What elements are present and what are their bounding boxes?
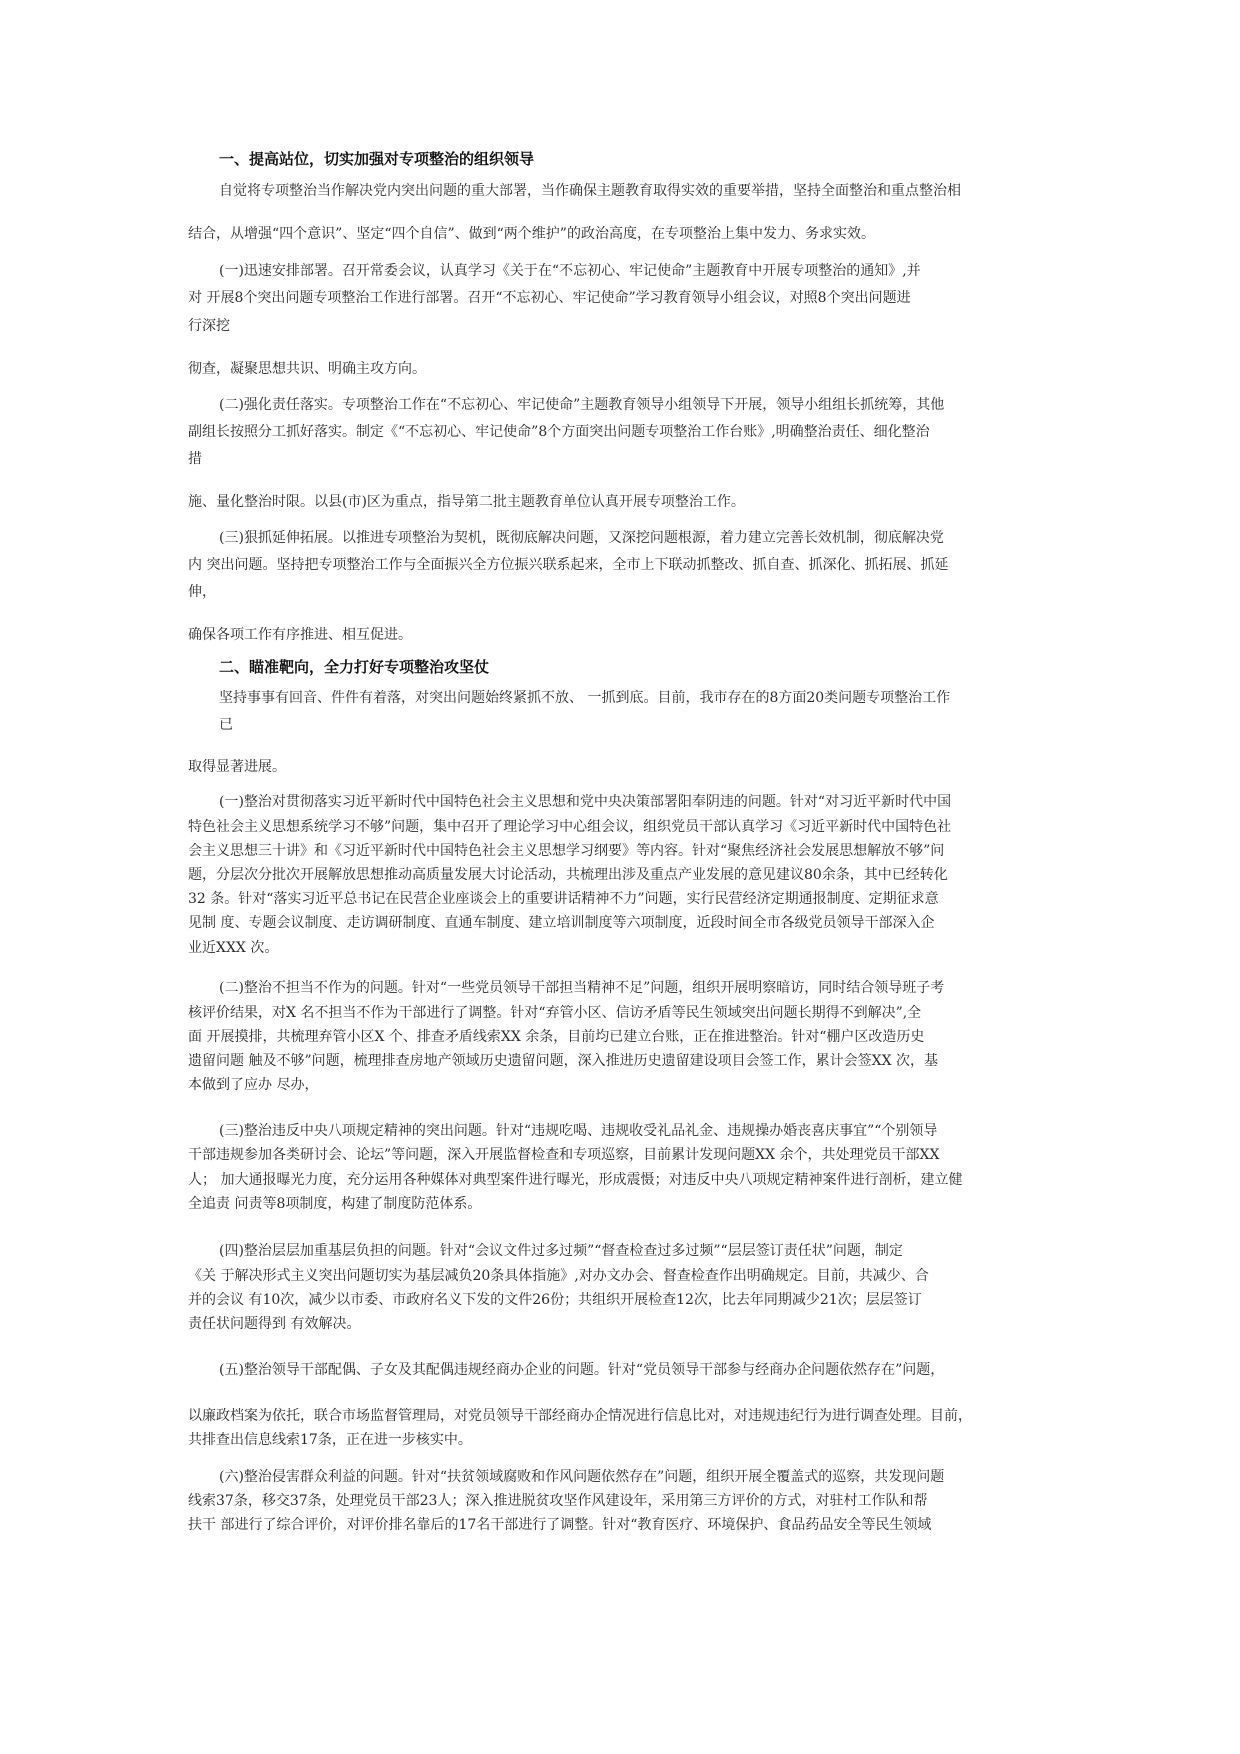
paragraph-line: 行深挖 — [188, 318, 230, 334]
paragraph-line: 线索37条，移交37条，处理党员干部23人；深入推进脱贫攻坚作风建设年，采用第三方评价的方式，对驻村工作队和帮 — [188, 1493, 928, 1509]
paragraph-line: 彻查，凝聚思想共识、明确主攻方向。 — [188, 361, 426, 377]
paragraph-line: (一)迅速安排部署。召开常委会议，认真学习《关于在“不忘初心、牢记使命”主题教育中开展专项整治的通知》,并 — [219, 263, 921, 279]
paragraph-line: 副组长按照分工抓好落实。制定《“不忘初心、牢记使命”8个方面突出问题专项整治工作台账》,明确整治责任、细化整治 — [188, 424, 930, 440]
paragraph-line: 对 开展8个突出问题专项整治工作进行部署。召开“不忘初心、牢记使命”学习教育领导小组会议，对照8个突出问题进 — [188, 290, 911, 306]
section-heading-1: 一、提高站位，切实加强对专项整治的组织领导 — [219, 150, 535, 168]
paragraph-line: 《关 于解决形式主义突出问题切实为基层减负20条具体指施》,对办文办会、督查检查作出明确规定。目前，共减少、合 — [188, 1268, 929, 1284]
paragraph-line: 内 突出问题。坚持把专项整治工作与全面振兴全方位振兴联系起来，全市上下联动抓整改、抓自查、抓深化、抓拓展、抓延 — [188, 557, 949, 573]
paragraph-line: 确保各项工作有序推进、相互促进。 — [188, 627, 412, 643]
paragraph-line: 结合，从增强“四个意识”、坚定“四个自信”、做到“两个维护”的政治高度，在专项整治上集中发力、务求实效。 — [188, 226, 875, 242]
paragraph-line: 人； 加大通报曝光力度，充分运用各种媒体对典型案件进行曝光，形成震慑；对违反中央八项规定精神案件进行剖析，建立健 — [188, 1172, 963, 1188]
section-heading-2: 二、瞄准靶向，全力打好专项整治攻坚仗 — [219, 658, 490, 676]
paragraph-line: (二)整治不担当不作为的问题。针对“一些党员领导干部担当精神不足”问题，组织开展明察暗访，同时结合领导班子考 — [219, 980, 945, 996]
paragraph-line: 32 条。针对“落实习近平总书记在民营企业座谈会上的重要讲话精神不力”问题，实行民营经济定期通报制度、定期征求意 — [188, 891, 939, 907]
paragraph-line: 责任状问题得到 有效解决。 — [188, 1316, 361, 1332]
paragraph-line: 伸， — [188, 584, 216, 600]
paragraph-line: 会主义思想三十讲》和《习近平新时代中国特色社会主义思想学习纲要》等内容。针对“聚焦经济社会发展思想解放不够”问 — [188, 843, 945, 859]
paragraph-line: 本做到了应办 尽办， — [188, 1077, 319, 1093]
paragraph-line: 施、量化整治时限。以县(市)区为重点，指导第二批主题教育单位认真开展专项整治工作。 — [188, 494, 745, 510]
paragraph-line: 扶干 部进行了综合评价，对评价排名靠后的17名干部进行了调整。针对“教育医疗、环境保护、食品药品安全等民生领域 — [188, 1517, 932, 1533]
paragraph-line: 全追责 问责等8项制度，构建了制度防范体系。 — [188, 1196, 482, 1212]
paragraph-line: 以廉政档案为依托，联合市场监督管理局，对党员领导干部经商办企情况进行信息比对，对违规违纪行为进行调查处理。目前， — [188, 1408, 972, 1424]
paragraph-line: (四)整治层层加重基层负担的问题。针对“会议文件过多过频”“督查检查过多过频”“层层签订责任状”问题，制定 — [219, 1243, 903, 1259]
paragraph-line: 共排查出信息线索17条，正在进一步核实中。 — [188, 1432, 472, 1448]
paragraph-line: 并的会议 有10次，减少以市委、市政府名义下发的文件26份；共组织开展检查12次，比去年同期减少21次；层层签订 — [188, 1292, 922, 1308]
paragraph-line: (一)整治对贯彻落实习近平新时代中国特色社会主义思想和党中央决策部署阳奉阴违的问题。针对“对习近平新时代中国 — [219, 794, 952, 810]
paragraph-line: 干部违规参加各类研讨会、论坛”等问题，深入开展监督检查和专项巡察，目前累计发现问题XX 余个，共处理党员干部XX — [188, 1147, 940, 1163]
paragraph-line: (二)强化责任落实。专项整治工作在“不忘初心、牢记使命”主题教育领导小组领导下开展，领导小组组长抓统筹，其他 — [219, 397, 945, 413]
paragraph-line: 自觉将专项整治当作解决党内突出问题的重大部署，当作确保主题教育取得实效的重要举措，坚持全面整治和重点整治相 — [219, 183, 961, 199]
paragraph-line: 坚持事事有回音、件件有着落，对突出问题始终紧抓不放、 一抓到底。目前，我市存在的8方面20类问题专项整治工作 — [219, 690, 951, 706]
paragraph-line: (三)整治违反中央八项规定精神的突出问题。针对“违规吃喝、违规收受礼品礼金、违规操办婚丧喜庆事宜”“个别领导 — [219, 1123, 938, 1139]
paragraph-line: 业近XXX 次。 — [188, 940, 279, 956]
paragraph-line: 面 开展摸排，共梳理弃管小区X 个、排查矛盾线索XX 余条，目前均已建立台账，正在推进整治。针对“棚户区改造历史 — [188, 1029, 925, 1045]
paragraph-line: (三)狠抓延伸拓展。以推进专项整治为契机，既彻底解决问题，又深挖问题根源，着力建立完善长效机制，彻底解决党 — [219, 530, 944, 546]
paragraph-line: 措 — [188, 451, 202, 467]
paragraph-line: 取得显著进展。 — [188, 759, 286, 775]
paragraph-line: 已 — [219, 717, 233, 733]
paragraph-line: (六)整治侵害群众利益的问题。针对“扶贫领域腐败和作风问题依然存在”问题，组织开展全覆盖式的巡察，共发现问题 — [219, 1469, 945, 1485]
paragraph-line: (五)整治领导干部配偶、子女及其配偶违规经商办企业的问题。针对“党员领导干部参与经商办企问题依然存在”问题， — [219, 1362, 945, 1378]
paragraph-line: 遗留问题 触及不够”问题，梳理排查房地产领域历史遗留问题，深入推进历史遗留建设项目会签工作，累计会签XX 次，基 — [188, 1053, 938, 1069]
paragraph-line: 题，分层次分批次开展解放思想推动高质量发展大讨论活动，共梳理出涉及重点产业发展的意见建议80余条，其中已经转化 — [188, 867, 948, 883]
paragraph-line: 特色社会主义思想系统学习不够”问题，集中召开了理论学习中心组会议，组织党员干部认真学习《习近平新时代中国特色社 — [188, 819, 952, 835]
paragraph-line: 见制 度、专题会议制度、走访调研制度、直通车制度、建立培训制度等六项制度，近段时间全市各级党员领导干部深入企 — [188, 915, 935, 931]
paragraph-line: 核评价结果，对X 名不担当不作为干部进行了调整。针对“弃管小区、信访矛盾等民生领域突出问题长期得不到解决”,全 — [188, 1005, 922, 1021]
